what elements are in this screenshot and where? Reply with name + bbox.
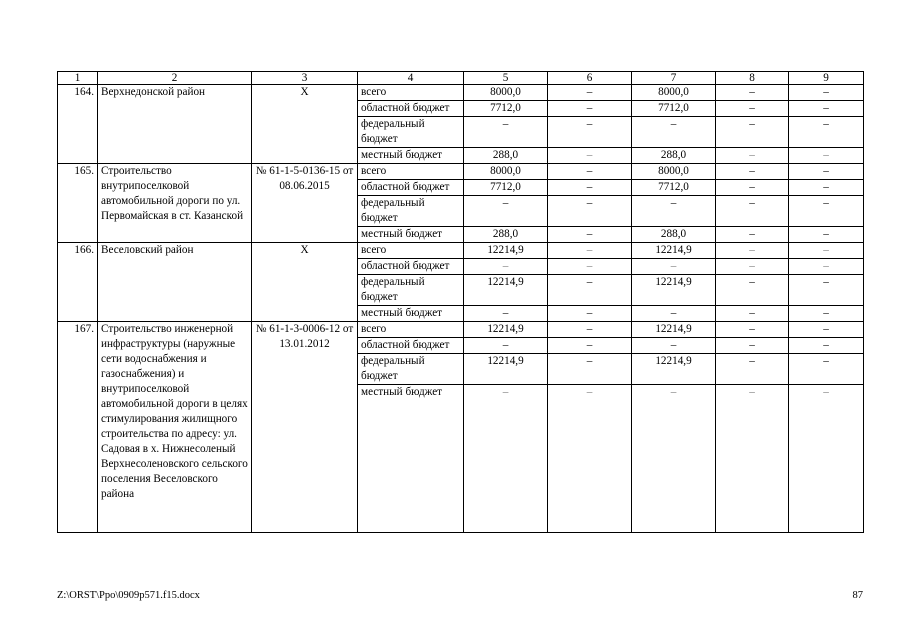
col5-value: 7712,0 [464,101,548,117]
col9-value: – [789,259,864,275]
col8-value: – [716,306,789,322]
col-header-8: 8 [716,72,789,85]
object-name: Верхнедонской район [98,85,252,164]
object-name: Строительство внутрипоселковой автомобильной дороги по ул. Первомайская в ст. Казанской [98,164,252,243]
col5-value: 12214,9 [464,275,548,306]
col-header-7: 7 [632,72,716,85]
col8-value: – [716,117,789,148]
col9-value: – [789,180,864,196]
object-name: Строительство инженерной инфраструктуры (наружные сети водоснабжения и газоснабжения) и внутрипоселковой автомобильной дороги в целях стимулирования жилищного строительства по адресу: ул. Садовая в х. Нижнесоленый Верхнесоленовского сельского поселения Веселовского района [98,322,252,533]
col8-value: – [716,164,789,180]
col5-value: 12214,9 [464,322,548,338]
col6-value: – [548,259,632,275]
col7-value: – [632,385,716,533]
col9-value: – [789,275,864,306]
col9-value: – [789,227,864,243]
col8-value: – [716,259,789,275]
col6-value: – [548,85,632,101]
col9-value: – [789,164,864,180]
row-number: 165. [58,164,98,243]
col7-value: – [632,117,716,148]
col6-value: – [548,180,632,196]
budget-label: областной бюджет [358,180,464,196]
col9-value: – [789,354,864,385]
col9-value: – [789,338,864,354]
col6-value: – [548,306,632,322]
col8-value: – [716,148,789,164]
col7-value: 12214,9 [632,243,716,259]
col5-value: 12214,9 [464,243,548,259]
budget-label: федеральный бюджет [358,275,464,306]
col6-value: – [548,164,632,180]
col-header-6: 6 [548,72,632,85]
page-number: 87 [852,590,863,601]
budget-label: федеральный бюджет [358,354,464,385]
budget-label: всего [358,322,464,338]
col8-value: – [716,338,789,354]
budget-label: местный бюджет [358,227,464,243]
col7-value: 7712,0 [632,180,716,196]
col7-value: – [632,259,716,275]
col-header-1: 1 [58,72,98,85]
col5-value: 288,0 [464,148,548,164]
col8-value: – [716,85,789,101]
col9-value: – [789,243,864,259]
object-code: № 61-1-5-0136-15 от 08.06.2015 [252,164,358,243]
col6-value: – [548,243,632,259]
budget-label: федеральный бюджет [358,196,464,227]
table-row [58,85,864,101]
table-row [58,243,864,259]
file-path: Z:\ORST\Ppo\0909p571.f15.docx [57,590,200,601]
budget-label: всего [358,243,464,259]
row-number: 167. [58,322,98,533]
col9-value: – [789,196,864,227]
col7-value: 288,0 [632,148,716,164]
col6-value: – [548,117,632,148]
object-code: № 61-1-3-0006-12 от 13.01.2012 [252,322,358,533]
col9-value: – [789,306,864,322]
budget-table [57,71,864,533]
col-header-4: 4 [358,72,464,85]
budget-label: всего [358,164,464,180]
table-row [58,164,864,180]
col8-value: – [716,196,789,227]
col7-value: – [632,196,716,227]
col8-value: – [716,180,789,196]
col-header-5: 5 [464,72,548,85]
col-header-9: 9 [789,72,864,85]
budget-label: всего [358,85,464,101]
col6-value: – [548,196,632,227]
col5-value: 7712,0 [464,180,548,196]
col6-value: – [548,354,632,385]
col6-value: – [548,385,632,533]
col6-value: – [548,338,632,354]
col7-value: – [632,338,716,354]
col5-value: 12214,9 [464,354,548,385]
budget-label: местный бюджет [358,385,464,533]
col5-value: – [464,117,548,148]
col8-value: – [716,322,789,338]
col8-value: – [716,385,789,533]
col6-value: – [548,101,632,117]
col9-value: – [789,385,864,533]
col8-value: – [716,243,789,259]
col5-value: – [464,259,548,275]
budget-label: областной бюджет [358,338,464,354]
row-number: 164. [58,85,98,164]
col5-value: – [464,338,548,354]
col9-value: – [789,117,864,148]
col5-value: 8000,0 [464,164,548,180]
col7-value: 7712,0 [632,101,716,117]
col7-value: 12214,9 [632,354,716,385]
col6-value: – [548,227,632,243]
col5-value: – [464,196,548,227]
col6-value: – [548,275,632,306]
budget-label: местный бюджет [358,148,464,164]
header-row [58,72,864,85]
col-header-2: 2 [98,72,252,85]
object-code: Х [252,85,358,164]
col8-value: – [716,275,789,306]
col9-value: – [789,101,864,117]
col8-value: – [716,101,789,117]
budget-label: федеральный бюджет [358,117,464,148]
col6-value: – [548,148,632,164]
col7-value: 12214,9 [632,275,716,306]
col7-value: 8000,0 [632,164,716,180]
col9-value: – [789,148,864,164]
row-number: 166. [58,243,98,322]
col8-value: – [716,227,789,243]
col5-value: 8000,0 [464,85,548,101]
col7-value: 288,0 [632,227,716,243]
col7-value: – [632,306,716,322]
col8-value: – [716,354,789,385]
col9-value: – [789,85,864,101]
col6-value: – [548,322,632,338]
object-code: Х [252,243,358,322]
table-row [58,322,864,338]
col-header-3: 3 [252,72,358,85]
budget-label: местный бюджет [358,306,464,322]
object-name: Веселовский район [98,243,252,322]
budget-label: областной бюджет [358,101,464,117]
col5-value: – [464,306,548,322]
col7-value: 12214,9 [632,322,716,338]
col9-value: – [789,322,864,338]
col5-value: 288,0 [464,227,548,243]
col5-value: – [464,385,548,533]
col7-value: 8000,0 [632,85,716,101]
budget-label: областной бюджет [358,259,464,275]
